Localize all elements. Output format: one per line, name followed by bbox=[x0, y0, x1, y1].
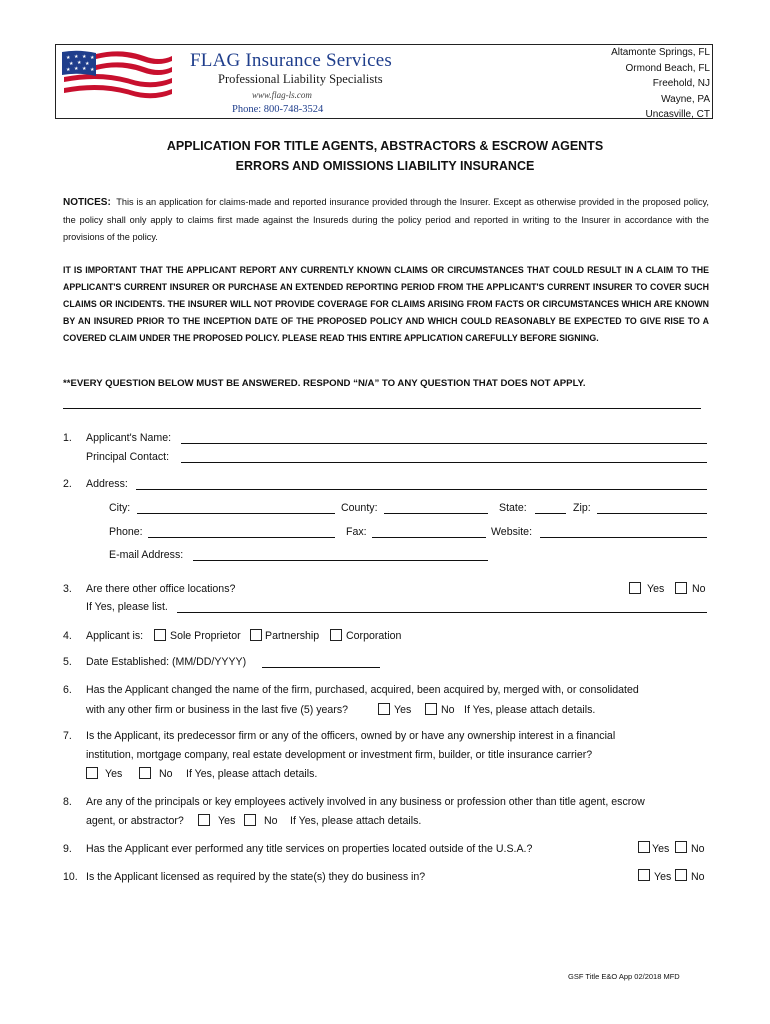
q1-number: 1. bbox=[63, 432, 72, 444]
q8-details-note: If Yes, please attach details. bbox=[290, 815, 422, 827]
partnership-label: Partnership bbox=[265, 630, 320, 642]
notices-label: NOTICES: bbox=[63, 197, 111, 208]
q10-label: Is the Applicant licensed as required by the state(s) they do business in? bbox=[86, 871, 426, 883]
q6-details-note: If Yes, please attach details. bbox=[464, 704, 596, 716]
q6-no-checkbox[interactable] bbox=[425, 703, 437, 715]
q6-no-label: No bbox=[441, 704, 455, 716]
website-label: Website: bbox=[491, 526, 533, 538]
date-established-field[interactable] bbox=[262, 667, 380, 668]
svg-text:★: ★ bbox=[66, 55, 71, 61]
q9-yes-label: Yes bbox=[652, 843, 670, 855]
q7-text-line1: Is the Applicant, its predecessor firm or any of the officers, owned by or have any ownership interest in a financial bbox=[86, 730, 616, 742]
principal-contact-field[interactable] bbox=[181, 462, 707, 463]
location: Freehold, NJ bbox=[652, 78, 710, 89]
q10-no-label: No bbox=[691, 871, 705, 883]
zip-field[interactable] bbox=[597, 513, 707, 514]
q9-yes-checkbox[interactable] bbox=[638, 841, 650, 853]
q8-no-checkbox[interactable] bbox=[244, 814, 256, 826]
important-notice: IT IS IMPORTANT THAT THE APPLICANT REPORT ANY CURRENTLY KNOWN CLAIMS OR CIRCUMSTANCES THAT COULD RESULT IN A CLAIM TO THE APPLICANT'S CURRENT INSURER OR PURCHASE AN EXTENDED REPORTING PERIOD FROM THE APPLICANT'S CURRENT INSURER TO COVER SUCH CLAIMS OR INCIDENTS. THE INSURER WILL NOT PROVIDE COVERAGE FOR CLAIMS ARISING FROM FACTS OR CIRCUMSTANCES WHICH ARE KNOWN BY AN INSURED PRIOR TO THE INCEPTION DATE OF THE PROPOSED POLICY AND WHICH COULD REASONABLY BE EXPECTED TO GIVE RISE TO A COVERED CLAIM UNDER THE PROPOSED POLICY. PLEASE READ THIS ENTIRE APPLICATION CAREFULLY BEFORE SIGNING. bbox=[63, 265, 709, 343]
notices-text: This is an application for claims-made and reported insurance provided through the Insurer. Except as otherwise provided in the proposed policy, the policy shall only apply to claims first made against the Insureds during the policy period and reported in writing to the Insurer in accordance with the provisions of the policy. bbox=[63, 197, 709, 242]
q5-number: 5. bbox=[63, 656, 72, 668]
svg-text:★: ★ bbox=[66, 67, 71, 73]
corporation-checkbox[interactable] bbox=[330, 629, 342, 641]
every-question-notice: **EVERY QUESTION BELOW MUST BE ANSWERED. RESPOND “N/A” TO ANY QUESTION THAT DOES NOT APPLY. bbox=[63, 378, 586, 389]
svg-text:★: ★ bbox=[90, 55, 95, 61]
q9-label: Has the Applicant ever performed any title services on properties located outside of the U.S.A.? bbox=[86, 843, 533, 855]
q1-label: Applicant's Name: bbox=[86, 432, 172, 444]
q5-label: Date Established: (MM/DD/YYYY) bbox=[86, 656, 247, 668]
company-name: FLAG Insurance Services bbox=[190, 50, 392, 71]
county-field[interactable] bbox=[384, 513, 488, 514]
office-locations bbox=[611, 45, 710, 123]
q9-no-checkbox[interactable] bbox=[675, 841, 687, 853]
q2-number: 2. bbox=[63, 478, 72, 490]
q7-details-note: If Yes, please attach details. bbox=[186, 768, 318, 780]
zip-label: Zip: bbox=[573, 502, 591, 514]
company-website[interactable]: www.flag-ls.com bbox=[252, 90, 312, 100]
corporation-label: Corporation bbox=[346, 630, 402, 642]
address-field[interactable] bbox=[136, 489, 707, 490]
q8-yes-checkbox[interactable] bbox=[198, 814, 210, 826]
q3-label: Are there other office locations? bbox=[86, 583, 236, 595]
county-label: County: bbox=[341, 502, 378, 514]
q6-number: 6. bbox=[63, 684, 72, 696]
q7-yes-checkbox[interactable] bbox=[86, 767, 98, 779]
company-tagline: Professional Liability Specialists bbox=[218, 72, 383, 86]
state-label: State: bbox=[499, 502, 527, 514]
city-field[interactable] bbox=[137, 513, 335, 514]
q6-text-line1: Has the Applicant changed the name of the firm, purchased, acquired, been acquired by, merged with, or consolidated bbox=[86, 684, 639, 696]
q6-text-line2: with any other firm or business in the last five (5) years? bbox=[86, 704, 349, 716]
location: Wayne, PA bbox=[661, 93, 710, 105]
notices-paragraph bbox=[63, 194, 709, 247]
q4-number: 4. bbox=[63, 630, 72, 642]
phone-label: Phone: bbox=[109, 526, 143, 538]
sole-proprietor-checkbox[interactable] bbox=[154, 629, 166, 641]
q3-yes-checkbox[interactable] bbox=[629, 582, 641, 594]
q7-no-checkbox[interactable] bbox=[139, 767, 151, 779]
q8-text-line1: Are any of the principals or key employees actively involved in any business or profession other than title agent, escrow bbox=[86, 796, 645, 808]
svg-text:★: ★ bbox=[74, 54, 79, 60]
q10-number: 10. bbox=[63, 871, 78, 883]
q3-yes-label: Yes bbox=[647, 583, 665, 595]
phone-field[interactable] bbox=[148, 537, 335, 538]
q2-label: Address: bbox=[86, 478, 128, 490]
city-label: City: bbox=[109, 502, 131, 514]
location: Uncasville, CT bbox=[645, 109, 710, 120]
email-label: E-mail Address: bbox=[109, 549, 184, 561]
state-field[interactable] bbox=[535, 513, 566, 514]
applicant-name-field[interactable] bbox=[181, 443, 707, 444]
q1-principal-label: Principal Contact: bbox=[86, 451, 170, 463]
q6-yes-label: Yes bbox=[394, 704, 412, 716]
location: Ormond Beach, FL bbox=[625, 62, 710, 74]
q8-number: 8. bbox=[63, 796, 72, 808]
svg-text:★: ★ bbox=[77, 60, 82, 66]
q10-yes-checkbox[interactable] bbox=[638, 869, 650, 881]
company-phone: Phone: 800-748-3524 bbox=[232, 104, 324, 115]
q10-no-checkbox[interactable] bbox=[675, 869, 687, 881]
application-subtitle: ERRORS AND OMISSIONS LIABILITY INSURANCE bbox=[235, 159, 535, 173]
q7-number: 7. bbox=[63, 730, 72, 742]
q4-label: Applicant is: bbox=[86, 630, 144, 642]
svg-text:★: ★ bbox=[74, 66, 79, 72]
q8-yes-label: Yes bbox=[218, 815, 236, 827]
q9-number: 9. bbox=[63, 843, 72, 855]
svg-text:★: ★ bbox=[69, 61, 74, 67]
q7-no-label: No bbox=[159, 768, 173, 780]
fax-label: Fax: bbox=[346, 526, 367, 538]
q7-text-line2: institution, mortgage company, real estate development or investment firm, builder, or title insurance carrier? bbox=[86, 749, 593, 761]
location: Altamonte Springs, FL bbox=[611, 47, 710, 58]
q3-no-label: No bbox=[692, 583, 706, 595]
svg-text:★: ★ bbox=[82, 54, 87, 60]
partnership-checkbox[interactable] bbox=[250, 629, 262, 641]
form-footer-code: GSF Title E&O App 02/2018 MFD bbox=[568, 972, 680, 981]
svg-text:★: ★ bbox=[85, 61, 90, 67]
q3-number: 3. bbox=[63, 583, 72, 595]
section-divider bbox=[63, 408, 701, 409]
email-field[interactable] bbox=[193, 560, 488, 561]
q8-no-label: No bbox=[264, 815, 278, 827]
other-locations-field[interactable] bbox=[177, 612, 707, 613]
american-flag-logo-icon bbox=[60, 48, 172, 104]
q3-no-checkbox[interactable] bbox=[675, 582, 687, 594]
fax-field[interactable] bbox=[372, 537, 486, 538]
q3-list-label: If Yes, please list. bbox=[86, 601, 168, 613]
svg-text:★: ★ bbox=[82, 66, 87, 72]
q9-no-label: No bbox=[691, 843, 705, 855]
svg-text:★: ★ bbox=[90, 67, 95, 73]
q7-yes-label: Yes bbox=[105, 768, 123, 780]
q8-text-line2: agent, or abstractor? bbox=[86, 815, 184, 827]
sole-proprietor-label: Sole Proprietor bbox=[170, 630, 241, 642]
q10-yes-label: Yes bbox=[654, 871, 672, 883]
q6-yes-checkbox[interactable] bbox=[378, 703, 390, 715]
website-field[interactable] bbox=[540, 537, 707, 538]
application-title: APPLICATION FOR TITLE AGENTS, ABSTRACTORS & ESCROW AGENTS bbox=[166, 139, 604, 153]
